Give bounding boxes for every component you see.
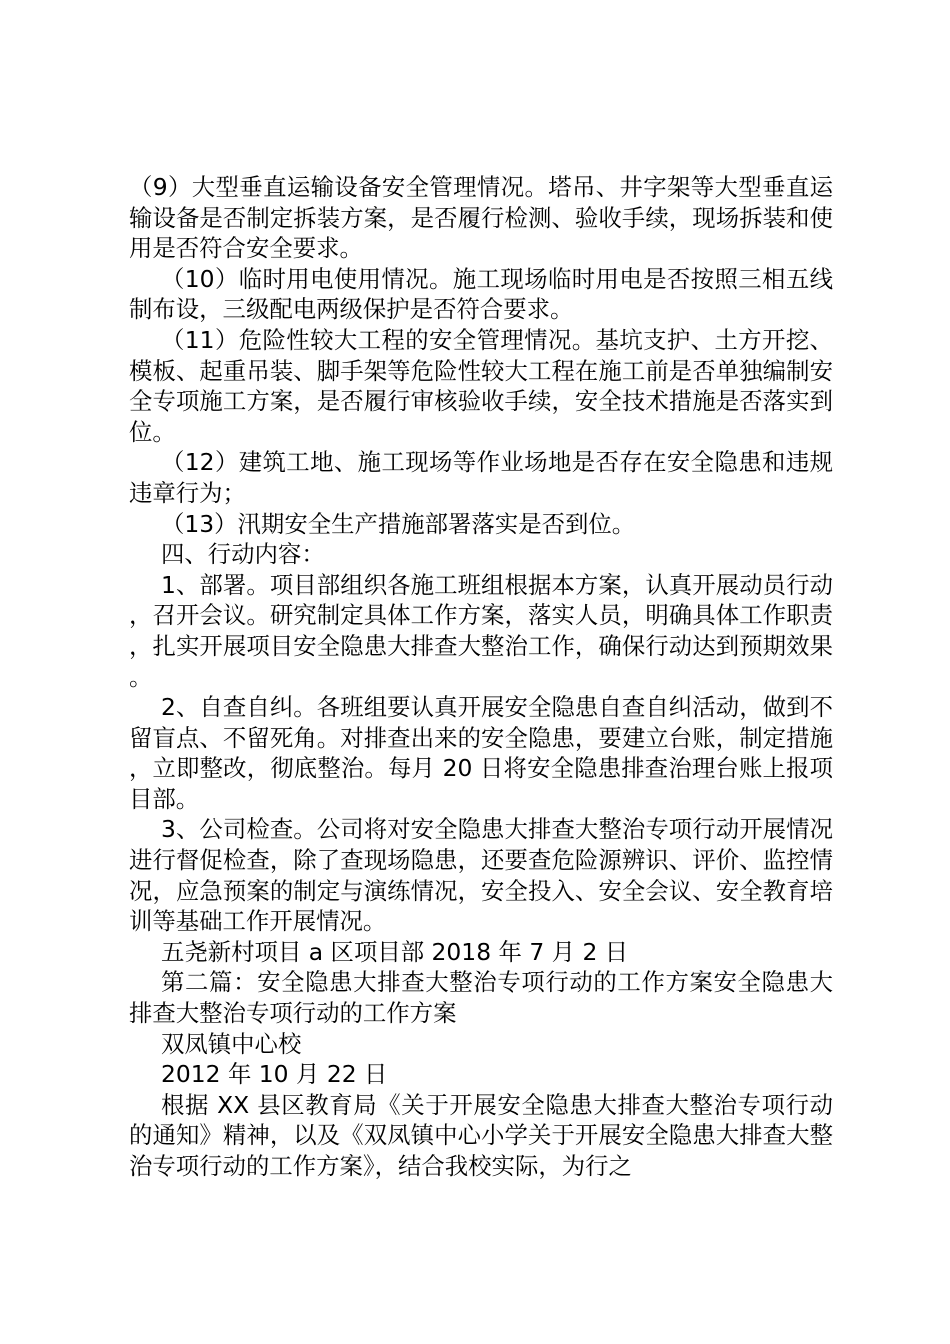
paragraph-self-inspection: 2、自查自纠。各班组要认真开展安全隐患自查自纠活动，做到不留盲点、不留死角。对排查出来的安全隐患，要建立台账，制定措施，立即整改，彻底整治。每月 20 日将安全隐患排查治理台账上报项目部。 <box>129 693 833 813</box>
paragraph-item-13: （13）汛期安全生产措施部署落实是否到位。 <box>161 509 636 538</box>
paragraph-item-11: （11）危险性较大工程的安全管理情况。基坑支护、土方开挖、模板、起重吊装、脚手架等危险性较大工程在施工前是否单独编制安全专项施工方案，是否履行审核验收手续，安全技术措施是否落实到位。 <box>129 325 833 446</box>
paragraph-deployment: 1、部署。项目部组织各施工班组根据本方案，认真开展动员行动，召开会议。研究制定具体工作方案，落实人员，明确具体工作职责，扎实开展项目安全隐患大排查大整治工作，确保行动达到预期效果。 <box>129 570 833 691</box>
paragraph-item-12: （12）建筑工地、施工现场等作业场地是否存在安全隐患和违规违章行为； <box>129 448 833 507</box>
paragraph-item-9: （9）大型垂直运输设备安全管理情况。塔吊、井字架等大型垂直运输设备是否制定拆装方案，是否履行检测、验收手续，现场拆装和使用是否符合安全要求。 <box>129 173 833 263</box>
document-body <box>129 172 833 1182</box>
paragraph-item-10: （10）临时用电使用情况。施工现场临时用电是否按照三相五线制布设，三级配电两级保护是否符合要求。 <box>129 264 833 324</box>
chapter-two-title: 第二篇：安全隐患大排查大整治专项行动的工作方案安全隐患大排查大整治专项行动的工作方案 <box>129 968 833 1028</box>
signature-line: 五尧新村项目 a 区项目部 2018 年 7 月 2 日 <box>161 937 629 966</box>
document-date: 2012 年 10 月 22 日 <box>161 1060 388 1089</box>
section-heading-action-content: 四、行动内容： <box>161 540 325 569</box>
paragraph-basis: 根据 XX 县区教育局《关于开展安全隐患大排查大整治专项行动的通知》精神，以及《双凤镇中心小学关于开展安全隐患大排查大整治专项行动的工作方案》，结合我校实际，为行之 <box>129 1090 833 1180</box>
school-name: 双凤镇中心校 <box>161 1029 302 1058</box>
paragraph-company-inspection: 3、公司检查。公司将对安全隐患大排查大整治专项行动开展情况进行督促检查，除了查现场隐患，还要查危险源辨识、评价、监控情况，应急预案的制定与演练情况，安全投入、安全会议、安全教育培训等基础工作开展情况。 <box>129 815 833 936</box>
